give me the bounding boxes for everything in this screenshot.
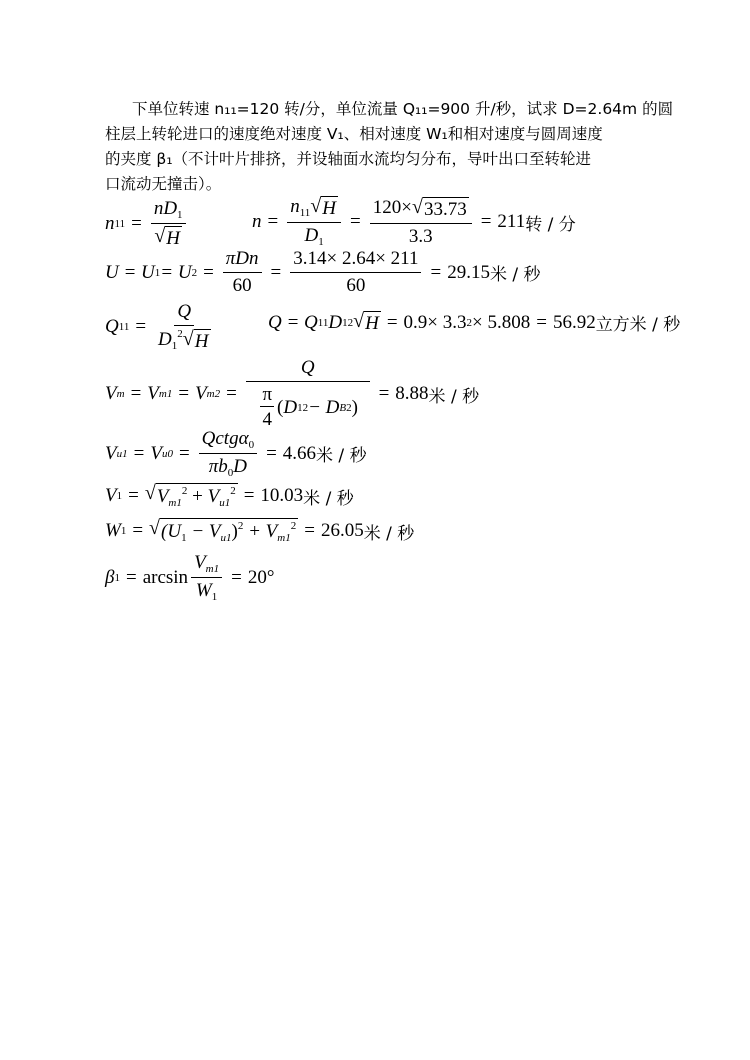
problem-line-4: 口流动无撞击）。: [105, 175, 222, 193]
equation-q: Q = Q 11 D 1 2 √ H = 0.9× 3.3 2 × 5.808 = 56.92 立方米 / 秒: [268, 309, 681, 335]
problem-line-1: 下单位转速 n₁₁=120 转/分，单位流量 Q₁₁=900 升/秒，试求 D=2.64m 的圆: [132, 100, 674, 118]
equation-u: U = U 1 = U 2 = $\frac{\text{πDn}}{60}$ = $\frac{3.14\times 2.64\times 211}{60}$ = 29.15 米 / 秒: [105, 248, 541, 296]
equation-w1: W 1 = √ $(U_1 - V_{u1})^2 + V_{m1}^2$ = 26.05 米 / 秒: [105, 517, 415, 544]
problem-line-2: 柱层上转轮进口的速度绝对速度 V₁、相对速度 W₁和相对速度与圆周速度: [105, 125, 603, 143]
equation-beta1: β 1 = arcsin $\frac{V_{m1}}{W_1}$ = 20°: [105, 552, 275, 603]
problem-line-3: 的夹度 β₁（不计叶片排挤，并设轴面水流均匀分布，导叶出口至转轮进: [105, 150, 592, 168]
equation-vm: V m = V m1 = V m2 = Q $\frac{\pi}{4}$ ( D 1 2 − D B 2 ) = 8.88 米 / 秒: [105, 357, 480, 430]
equation-vu: V u1 = V u0 = $\frac{Qctg\alpha_0}{\pi b_0D}$ = 4.66 米 / 秒: [105, 428, 367, 479]
problem-statement: [105, 97, 674, 197]
equation-n: n = $n_{11}$ √ H $D_1$ = 120× √ 33.73 3.3 = 211 转 / 分: [252, 195, 576, 248]
equation-q11: Q 11 = Q $D_1^2$ √ H: [105, 301, 209, 352]
equation-n11: n 11 = $nD_1$ √ H: [105, 198, 189, 250]
equation-v1: V 1 = √ $V_{m1}^2 + V_{u1}^2$ = 10.03 米 / 秒: [105, 482, 354, 509]
